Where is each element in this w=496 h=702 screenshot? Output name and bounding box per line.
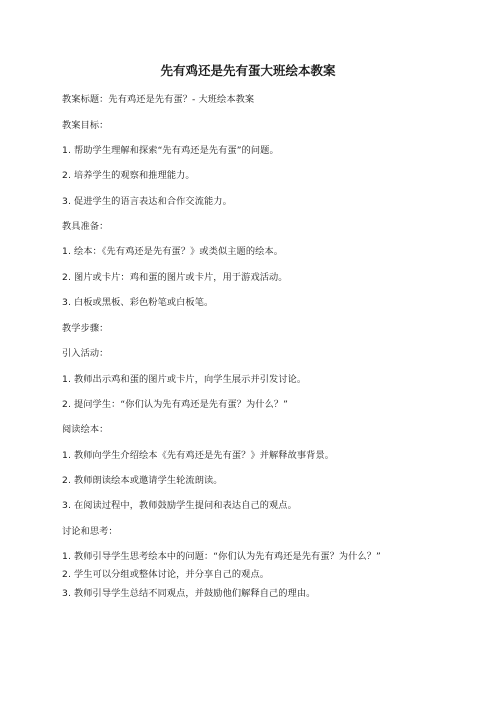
line-goals-heading: 教案目标：	[62, 120, 109, 131]
line-discussion-1: 1. 教师引导学生思考绘本中的问题：“你们认为先有鸡还是先有蛋？为什么？”	[62, 551, 381, 562]
document-title: 先有鸡还是先有蛋大班绘本教案	[160, 63, 336, 78]
line-reading-1: 1. 教师向学生介绍绘本《先有鸡还是先有蛋？》并解释故事背景。	[62, 450, 335, 461]
line-goal-1: 1. 帮助学生理解和探索“先有鸡还是先有蛋”的问题。	[62, 145, 279, 156]
line-material-2: 2. 图片或卡片：鸡和蛋的图片或卡片，用于游戏活动。	[62, 272, 288, 283]
line-materials-heading: 教具准备：	[62, 221, 109, 232]
line-reading-3: 3. 在阅读过程中，教师鼓励学生提问和表达自己的观点。	[62, 500, 297, 511]
line-goal-2: 2. 培养学生的观察和推理能力。	[62, 170, 195, 181]
line-intro-2: 2. 提问学生：“你们认为先有鸡还是先有蛋？为什么？”	[62, 399, 289, 410]
line-steps-heading: 教学步骤：	[62, 323, 109, 334]
line-reading-heading: 阅读绘本：	[62, 424, 109, 435]
line-goal-3: 3. 促进学生的语言表达和合作交流能力。	[62, 196, 232, 207]
line-discussion-heading: 讨论和思考：	[62, 526, 118, 537]
line-lesson-title: 教案标题：先有鸡还是先有蛋？- 大班绘本教案	[62, 94, 255, 105]
line-discussion-3: 3. 教师引导学生总结不同观点，并鼓励他们解释自己的理由。	[62, 588, 316, 599]
line-discussion-2: 2. 学生可以分组或整体讨论，并分享自己的观点。	[62, 569, 270, 580]
line-intro-1: 1. 教师出示鸡和蛋的图片或卡片，向学生展示并引发讨论。	[62, 374, 307, 385]
line-material-3: 3. 白板或黑板、彩色粉笔或白板笔。	[62, 297, 214, 308]
line-material-1: 1. 绘本：《先有鸡还是先有蛋？》或类似主题的绘本。	[62, 246, 283, 257]
line-intro-heading: 引入活动：	[62, 348, 109, 359]
line-reading-2: 2. 教师朗读绘本或邀请学生轮流朗读。	[62, 475, 223, 486]
